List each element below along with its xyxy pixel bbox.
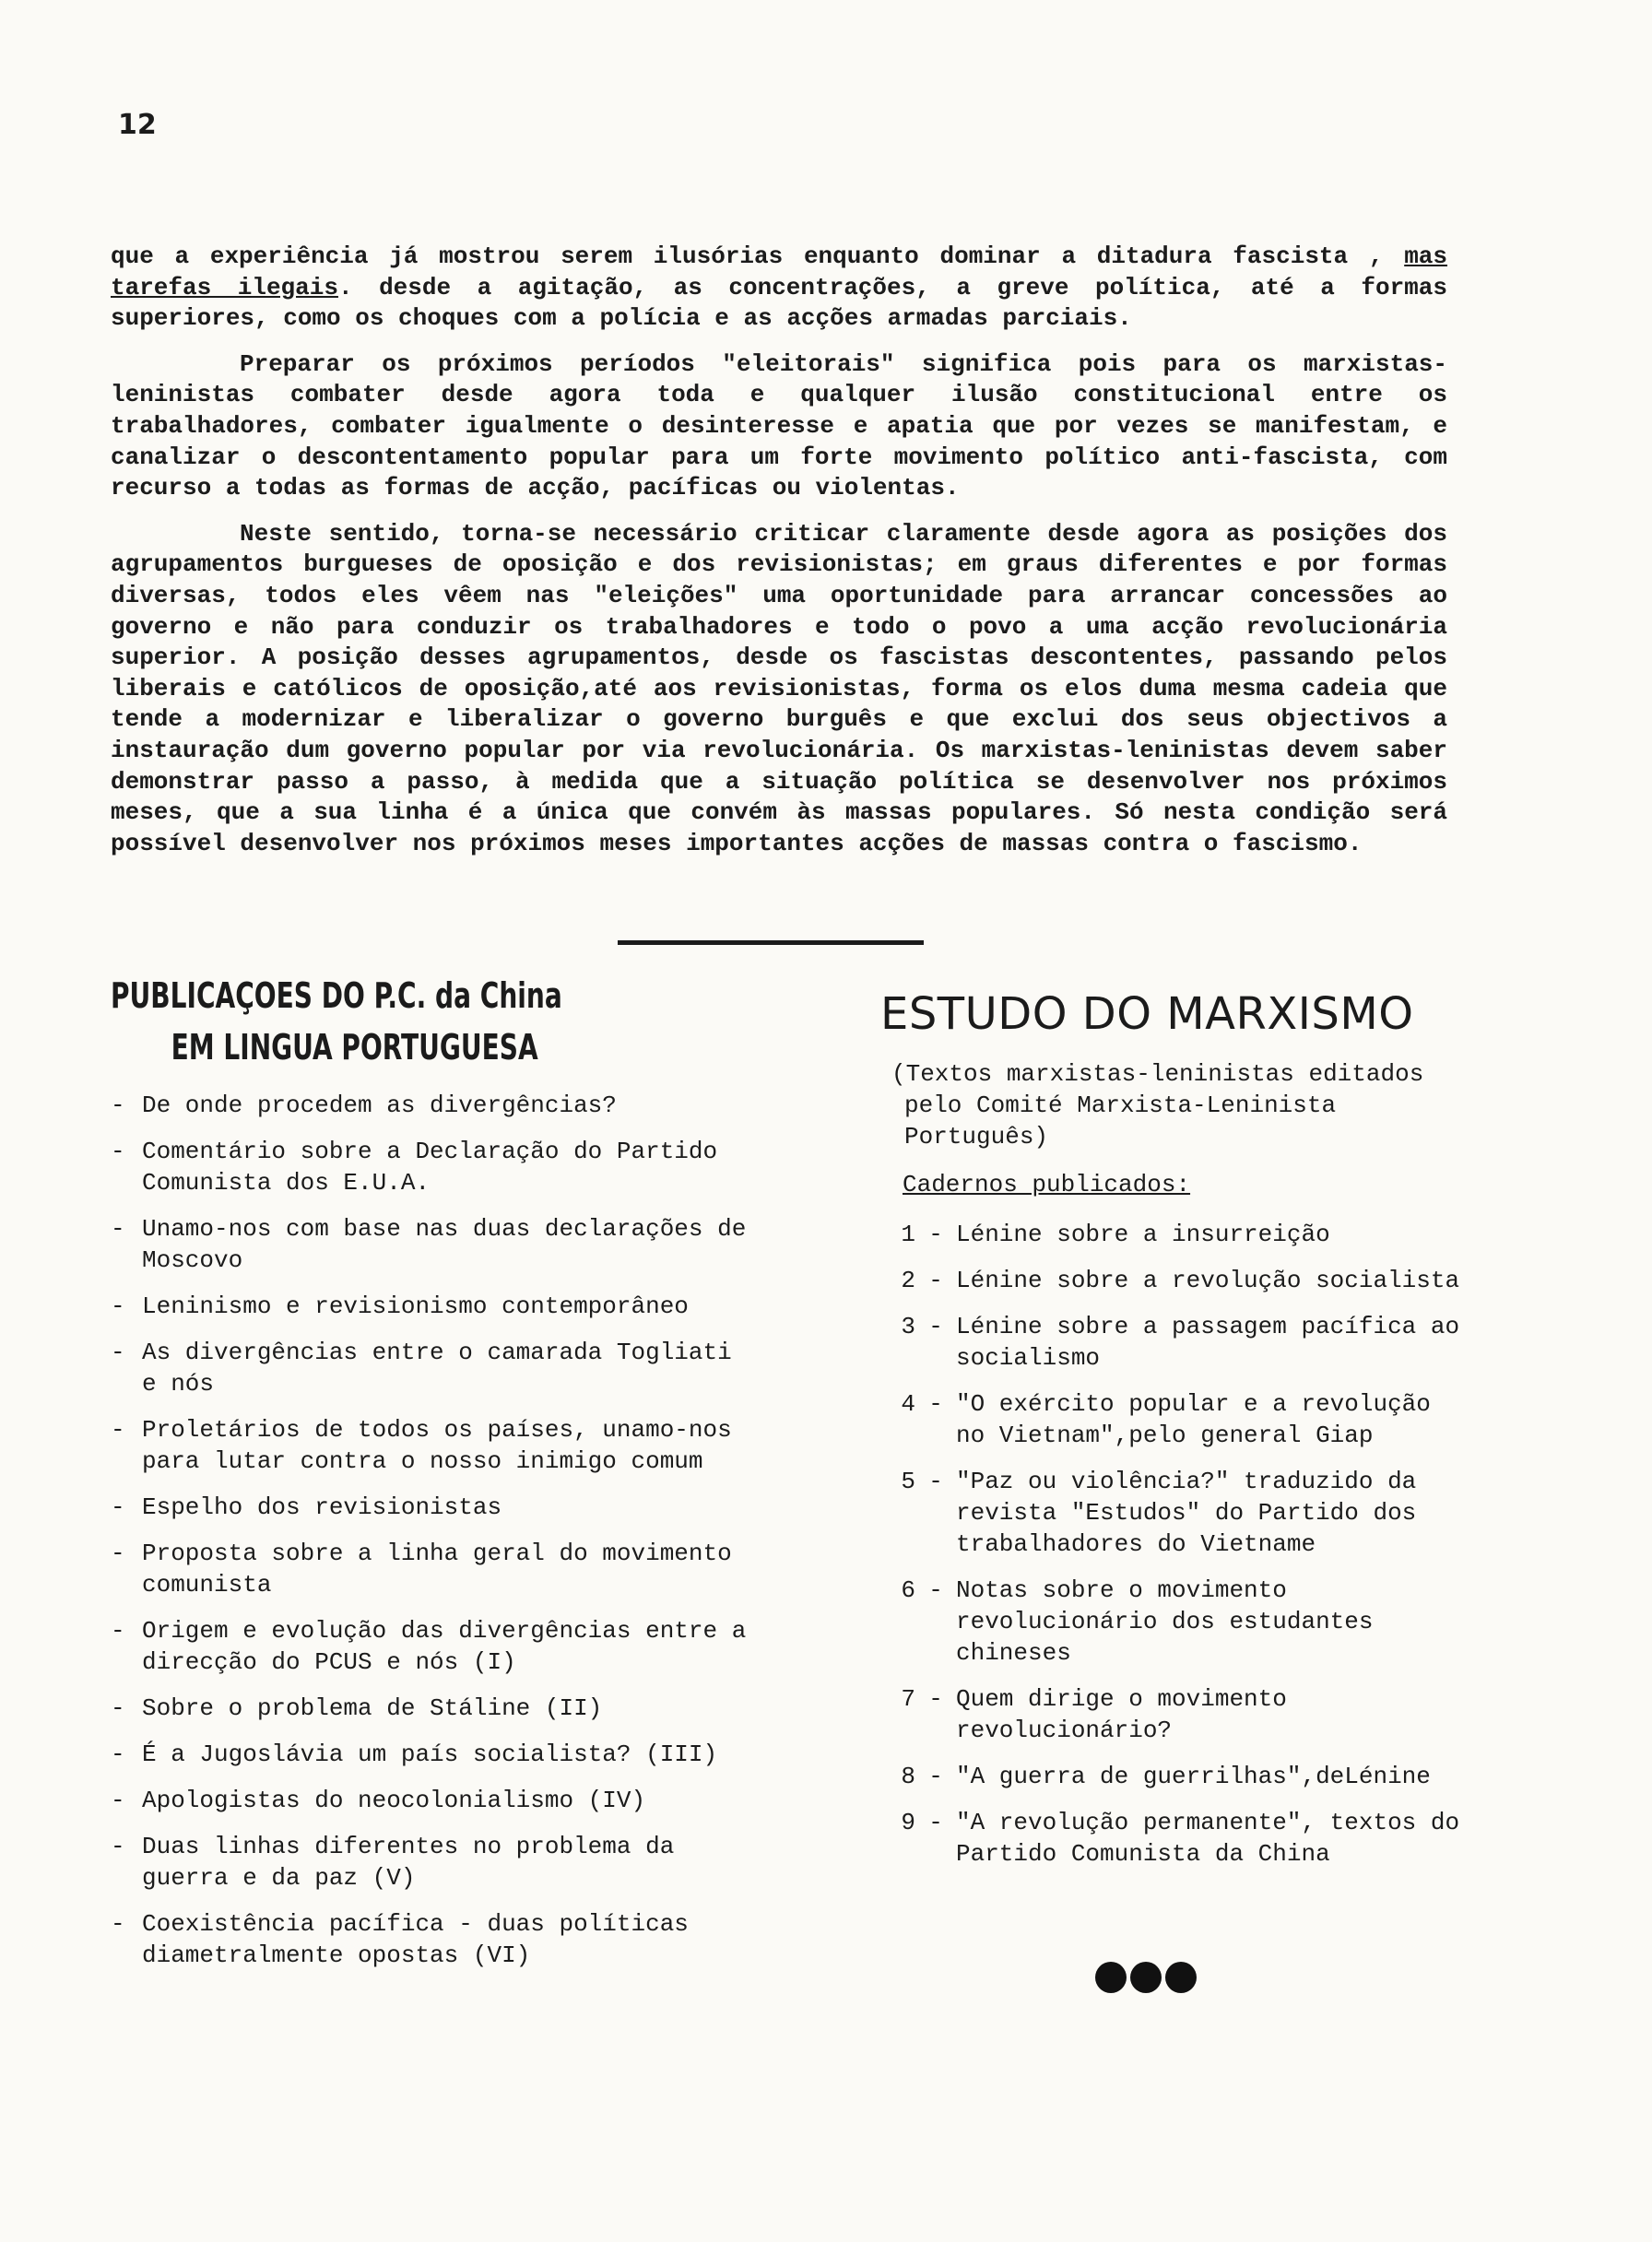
- item-separator: -: [928, 1313, 943, 1340]
- estudo-column: [880, 988, 1470, 1884]
- paragraph-2: Preparar os próximos períodos "eleitorais" significa pois para os marxistas-leninistas combater desde agora toda e qualquer ilusão constitucional entre os trabalhadores, combater igualmente o desinteresse e apatia que por vezes se manifestam, e canalizar o descontentamento popular para um forte movimento político anti-fascista, com recurso a todas as formas de acção, pacíficas ou violentas.: [111, 349, 1447, 502]
- list-item: [111, 1492, 756, 1523]
- list-item: [111, 1615, 756, 1678]
- item-text: Quem dirige o movimento revolucionário?: [956, 1685, 1287, 1744]
- publications-heading: [111, 970, 640, 1073]
- list-item: [111, 1291, 756, 1322]
- list-item: [111, 1785, 756, 1816]
- item-number: 5: [901, 1468, 915, 1495]
- list-item: [111, 1739, 756, 1770]
- cadernos-label: Cadernos publicados:: [903, 1171, 1191, 1198]
- item-text: "O exército popular e a revolução no Vietnam",pelo general Giap: [956, 1390, 1431, 1449]
- list-item-text: Proposta sobre a linha geral do movimento comunista: [142, 1540, 732, 1599]
- list-bullet: -: [111, 1910, 125, 1938]
- list-item: [880, 1575, 1470, 1669]
- list-item: [111, 1414, 756, 1477]
- item-number: 3: [901, 1313, 915, 1340]
- list-bullet: -: [111, 1617, 125, 1645]
- paragraph-1-end: . desde a agitação, as concentrações, a greve política, até a formas superiores, como os choques com a polícia e as acções armadas parciais.: [111, 273, 1447, 333]
- list-bullet: -: [111, 1416, 125, 1444]
- list-item-text: Coexistência pacífica - duas políticas diametralmente opostas (VI): [142, 1910, 689, 1969]
- publications-heading-line-1: PUBLICAÇOES DO P.C. da China: [111, 975, 562, 1016]
- item-separator: -: [928, 1221, 943, 1248]
- list-item: [111, 1136, 756, 1198]
- item-number: 6: [901, 1576, 915, 1604]
- paragraph-1-underlined: mas tarefas ilegais: [111, 242, 1447, 301]
- list-item-text: É a Jugoslávia um país socialista? (III): [142, 1740, 718, 1768]
- list-item: [880, 1219, 1470, 1250]
- paragraph-1-start: que a experiência já mostrou serem ilusórias enquanto dominar a ditadura fascista ,: [111, 242, 1405, 270]
- item-text: "A revolução permanente", textos do Partido Comunista da China: [956, 1809, 1460, 1868]
- item-text: Lénine sobre a insurreição: [956, 1221, 1330, 1248]
- list-item-text: De onde procedem as divergências?: [142, 1092, 617, 1119]
- estudo-subtitle: (Textos marxistas-leninistas editados pelo Comité Marxista-Leninista Português): [891, 1060, 1424, 1150]
- publications-heading-line-2: EM LINGUA PORTUGUESA: [171, 1027, 538, 1068]
- list-item: [111, 1908, 756, 1971]
- dot-icon: [1095, 1962, 1127, 1993]
- list-item-text: Apologistas do neocolonialismo (IV): [142, 1787, 646, 1814]
- list-item-text: Proletários de todos os países, unamo-nos para lutar contra o nosso inimigo comum: [142, 1416, 732, 1475]
- paragraph-3: Neste sentido, torna-se necessário criticar claramente desde agora as posições dos agrupamentos burgueses de oposição e dos revisionistas; em graus diferentes e por formas diversas, todos eles vêem nas "eleições" uma oportunidade para arrancar concessões ao governo e não para conduzir os trabalhadores e todo o povo a uma acção revolucionária superior. A posição desses agrupamentos, desde os fascistas descontentes, passando pelos liberais e católicos de oposição,até aos revisionistas, forma os elos duma mesma cadeia que tende a modernizar e liberalizar o governo burguês e que exclui dos seus objectivos a instauração dum governo popular por via revolucionária. Os marxistas-leninistas devem saber demonstrar passo a passo, à medida que a situação política se desenvolver nos próximos meses, que a sua linha é a única que convém às massas populares. Só nesta condição será possível desenvolver nos próximos meses importantes acções de massas contra o fascismo.: [111, 519, 1447, 857]
- item-number: 9: [901, 1809, 915, 1836]
- list-item: [880, 1761, 1470, 1792]
- list-item: [880, 1388, 1470, 1451]
- list-item: [880, 1466, 1470, 1560]
- item-separator: -: [928, 1576, 943, 1604]
- paragraph-1: [111, 242, 1447, 335]
- list-item-text: Duas linhas diferentes no problema da guerra e da paz (V): [142, 1833, 675, 1892]
- list-item: [880, 1807, 1470, 1870]
- list-bullet: -: [111, 1292, 125, 1320]
- list-bullet: -: [111, 1215, 125, 1243]
- item-separator: -: [928, 1390, 943, 1418]
- list-item: [880, 1311, 1470, 1374]
- item-separator: -: [928, 1267, 943, 1294]
- list-bullet: -: [111, 1493, 125, 1521]
- list-item-text: Comentário sobre a Declaração do Partido Comunista dos E.U.A.: [142, 1138, 718, 1197]
- end-of-section-dots: [1095, 1962, 1197, 1993]
- page-number: 12: [118, 109, 157, 141]
- list-bullet: -: [111, 1787, 125, 1814]
- list-bullet: -: [111, 1339, 125, 1366]
- item-separator: -: [928, 1763, 943, 1790]
- list-item-text: As divergências entre o camarada Togliati e nós: [142, 1339, 732, 1398]
- item-number: 7: [901, 1685, 915, 1713]
- list-bullet: -: [111, 1740, 125, 1768]
- list-bullet: -: [111, 1540, 125, 1567]
- list-item: [111, 1213, 756, 1276]
- item-number: 8: [901, 1763, 915, 1790]
- item-separator: -: [928, 1468, 943, 1495]
- article-text: [111, 242, 1447, 874]
- list-item: [880, 1265, 1470, 1296]
- list-item-text: Origem e evolução das divergências entre a direcção do PCUS e nós (I): [142, 1617, 747, 1676]
- list-item: [111, 1538, 756, 1600]
- cadernos-list: [880, 1219, 1470, 1870]
- list-bullet: -: [111, 1138, 125, 1165]
- item-number: 4: [901, 1390, 915, 1418]
- list-item: [111, 1090, 756, 1121]
- section-divider: [618, 940, 924, 945]
- dot-icon: [1130, 1962, 1162, 1993]
- list-item-text: Unamo-nos com base nas duas declarações de Moscovo: [142, 1215, 747, 1274]
- item-text: "Paz ou violência?" traduzido da revista "Estudos" do Partido dos trabalhadores do Vietname: [956, 1468, 1417, 1558]
- list-item-text: Leninismo e revisionismo contemporâneo: [142, 1292, 689, 1320]
- dot-icon: [1165, 1962, 1197, 1993]
- item-number: 2: [901, 1267, 915, 1294]
- list-bullet: -: [111, 1694, 125, 1722]
- list-item: [880, 1683, 1470, 1746]
- item-number: 1: [901, 1221, 915, 1248]
- estudo-title: ESTUDO DO MARXISMO: [880, 988, 1414, 1040]
- item-text: Lénine sobre a revolução socialista: [956, 1267, 1460, 1294]
- list-item: [111, 1337, 756, 1399]
- list-item-text: Sobre o problema de Stáline (II): [142, 1694, 603, 1722]
- item-separator: -: [928, 1809, 943, 1836]
- item-text: Lénine sobre a passagem pacífica ao socialismo: [956, 1313, 1460, 1372]
- list-item: [111, 1693, 756, 1724]
- item-text: "A guerra de guerrilhas",deLénine: [956, 1763, 1431, 1790]
- list-bullet: -: [111, 1092, 125, 1119]
- item-text: Notas sobre o movimento revolucionário dos estudantes chineses: [956, 1576, 1374, 1667]
- item-separator: -: [928, 1685, 943, 1713]
- publications-column: [111, 970, 756, 1986]
- list-item: [111, 1831, 756, 1894]
- list-bullet: -: [111, 1833, 125, 1860]
- list-item-text: Espelho dos revisionistas: [142, 1493, 502, 1521]
- publications-list: [111, 1090, 756, 1971]
